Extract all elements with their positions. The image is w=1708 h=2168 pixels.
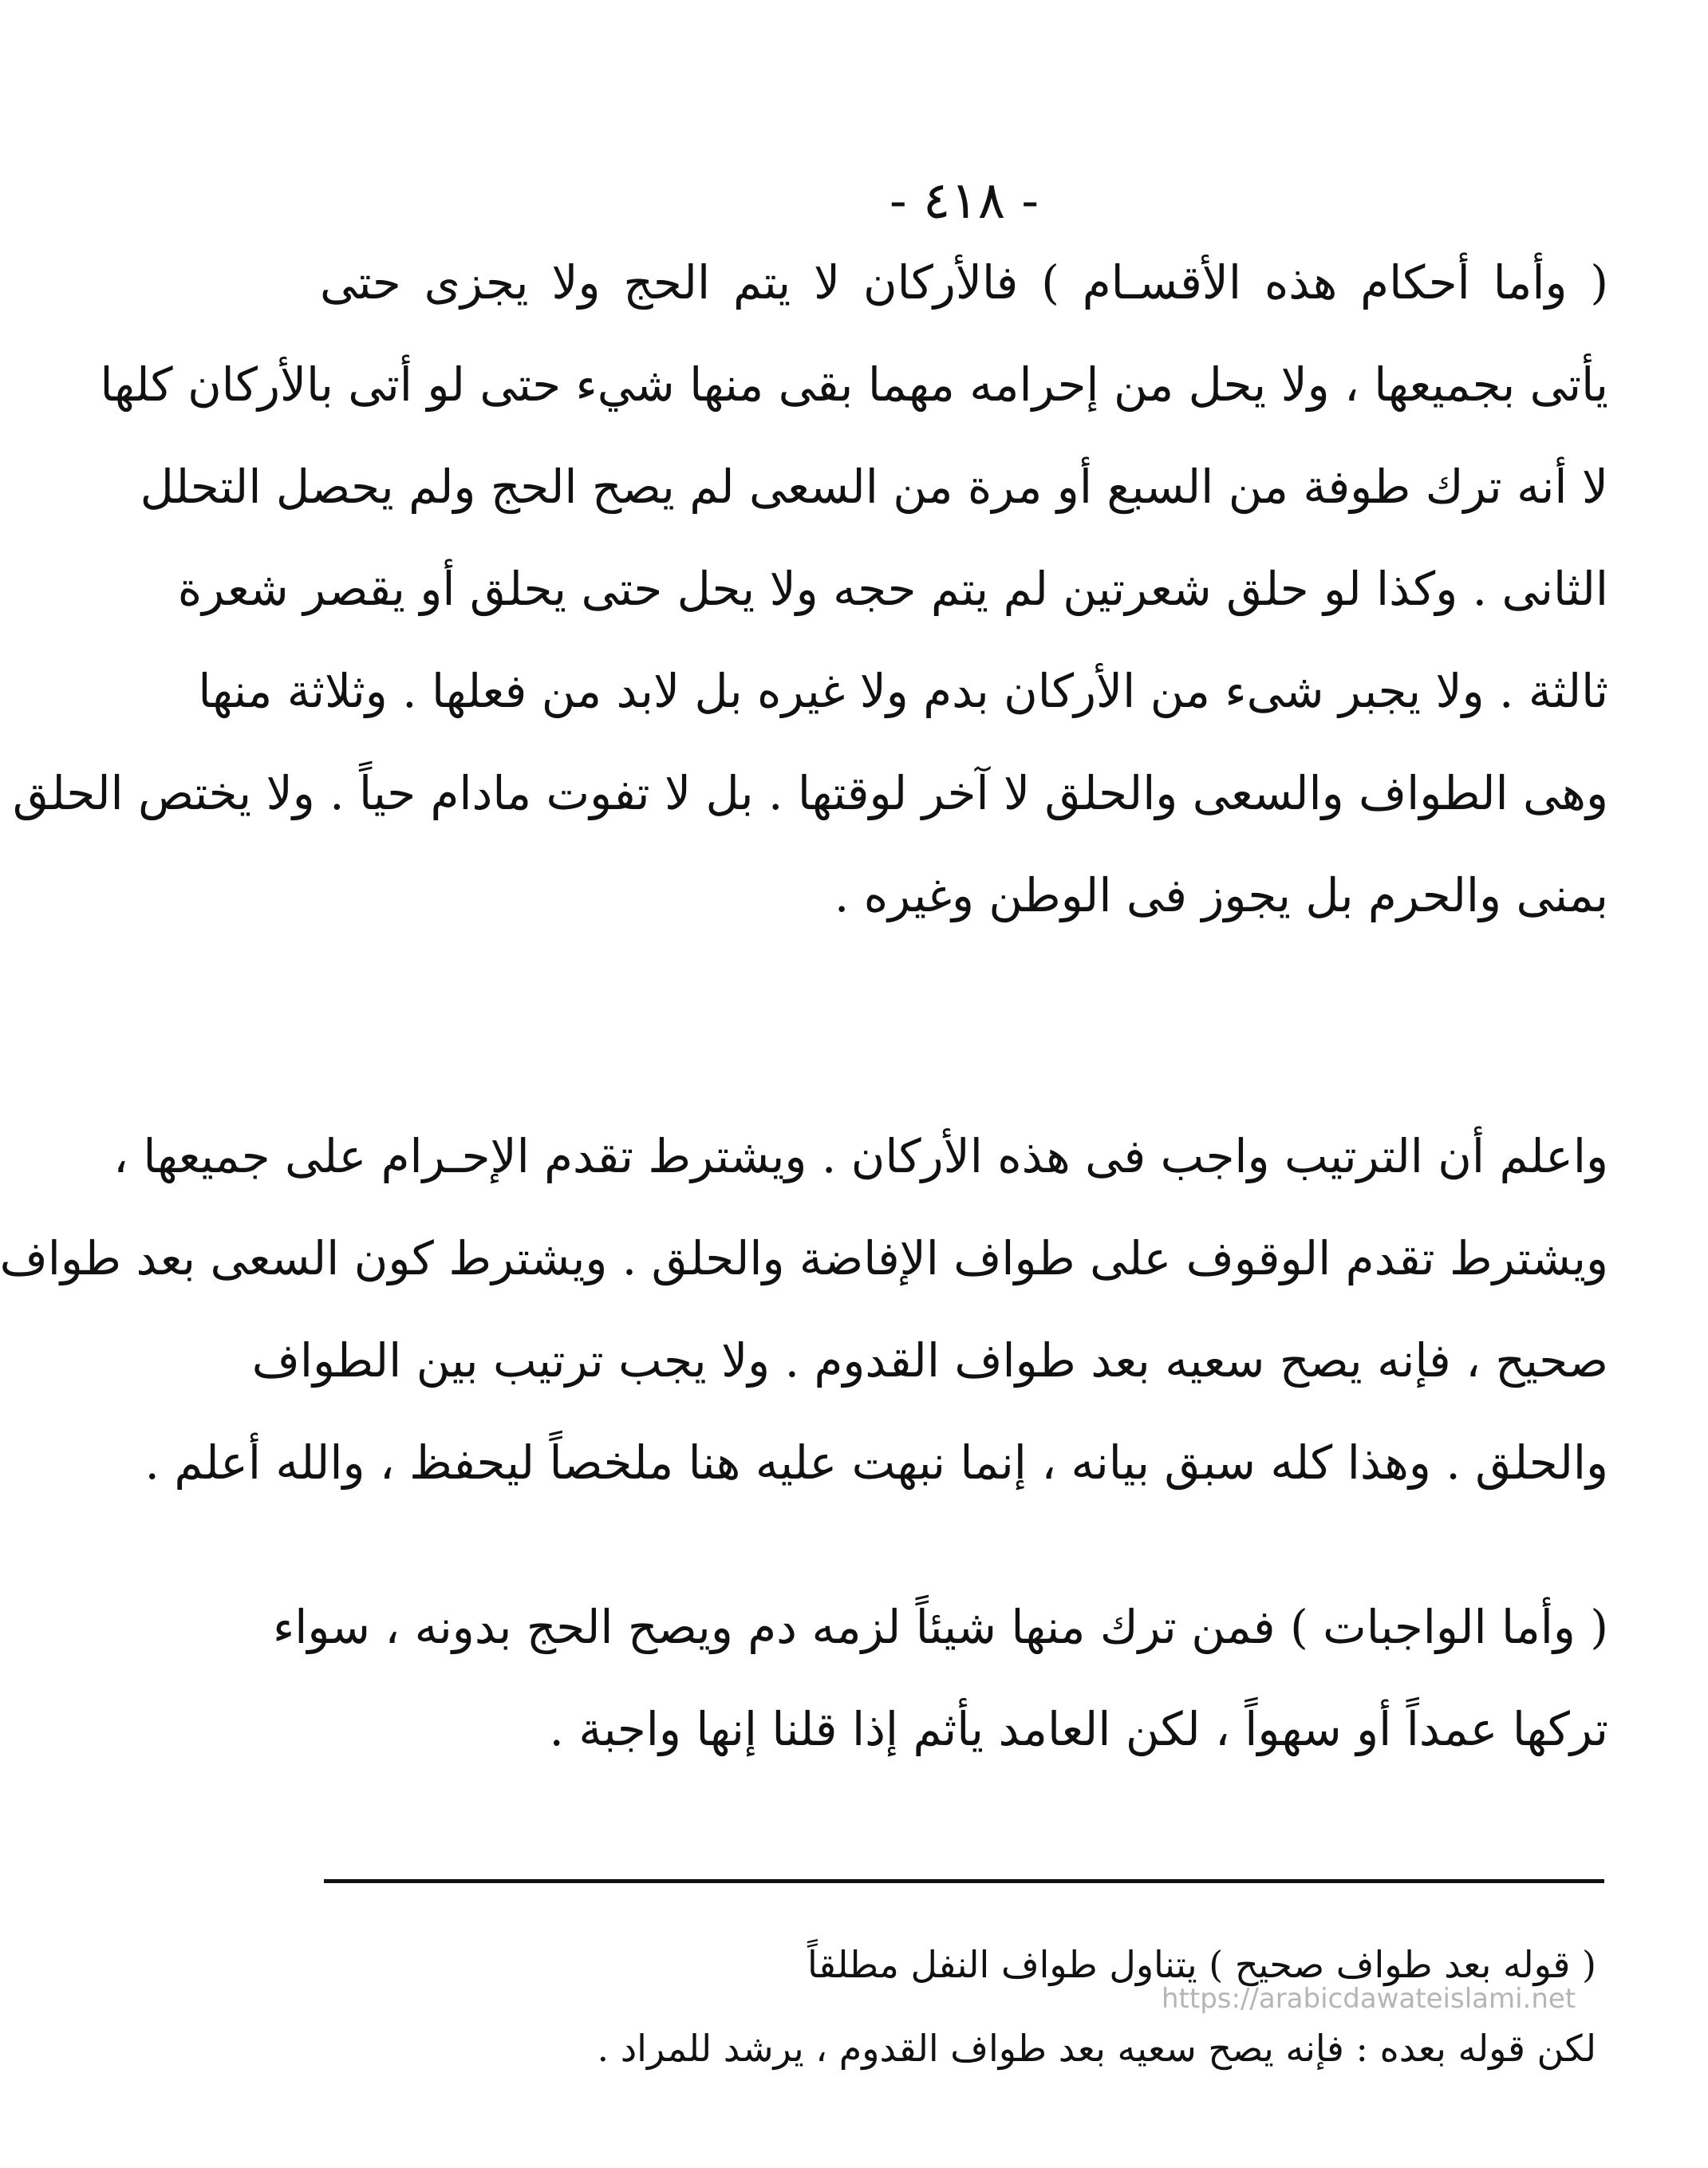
text-line: لا أنه ترك طوفة من السبع أو مرة من السعى لم يصح الحج ولم يحصل التحلل <box>140 460 1608 514</box>
text-line: ثالثة . ولا يجبر شىء من الأركان بدم ولا غيره بل لابد من فعلها . وثلاثة منها <box>198 664 1608 718</box>
text-line: يأتى بجميعها ، ولا يحل من إحرامه مهما بقى منها شيء حتى لو أتى بالأركان كلها <box>100 357 1608 412</box>
text-line: ( وأما الواجبات ) فمن ترك منها شيئاً لزمه دم ويصح الحج بدونه ، سواء <box>273 1600 1608 1654</box>
watermark-url: https://arabicdawateislami.net <box>1162 1983 1576 2015</box>
footnote-line: لكن قوله بعده : فإنه يصح سعيه بعد طواف القدوم ، يرشد للمراد . <box>597 2027 1596 2070</box>
paragraph-order-rule <box>0 1105 1608 1514</box>
text-line: ويشترط تقدم الوقوف على طواف الإفاضة والحلق . ويشترط كون السعى بعد طواف <box>0 1231 1608 1285</box>
paragraph-pillars-rulings <box>12 231 1608 946</box>
page-number: - ٤١٨ - <box>889 172 1039 231</box>
paragraph-obligations <box>273 1576 1608 1780</box>
text-line: بمنى والحرم بل يجوز فى الوطن وغيره . <box>834 868 1608 922</box>
text-line: تركها عمداً أو سهواً ، لكن العامد يأثم إذا قلنا إنها واجبة . <box>549 1702 1608 1756</box>
footnote-divider <box>324 1879 1604 1883</box>
text-line: واعلم أن الترتيب واجب فى هذه الأركان . ويشترط تقدم الإحـرام على جميعها ، <box>113 1129 1608 1183</box>
text-line: صحيح ، فإنه يصح سعيه بعد طواف القدوم . ولا يجب ترتيب بين الطواف <box>251 1333 1608 1388</box>
text-line: وهى الطواف والسعى والحلق لا آخر لوقتها . بل لا تفوت مادام حياً . ولا يختص الحلق <box>12 766 1608 820</box>
text-line: الثانى . وكذا لو حلق شعرتين لم يتم حجه ولا يحل حتى يحلق أو يقصر شعرة <box>177 562 1608 616</box>
text-line: ( وأما أحكام هذه الأقسـام ) فالأركان لا يتم الحج ولا يجزى حتى <box>320 255 1608 310</box>
footnote-line: ( قوله بعد طواف صحيح ) يتناول طواف النفل مطلقاً <box>807 1943 1596 1986</box>
text-line: والحلق . وهذا كله سبق بيانه ، إنما نبهت عليه هنا ملخصاً ليحفظ ، والله أعلم . <box>144 1435 1608 1490</box>
